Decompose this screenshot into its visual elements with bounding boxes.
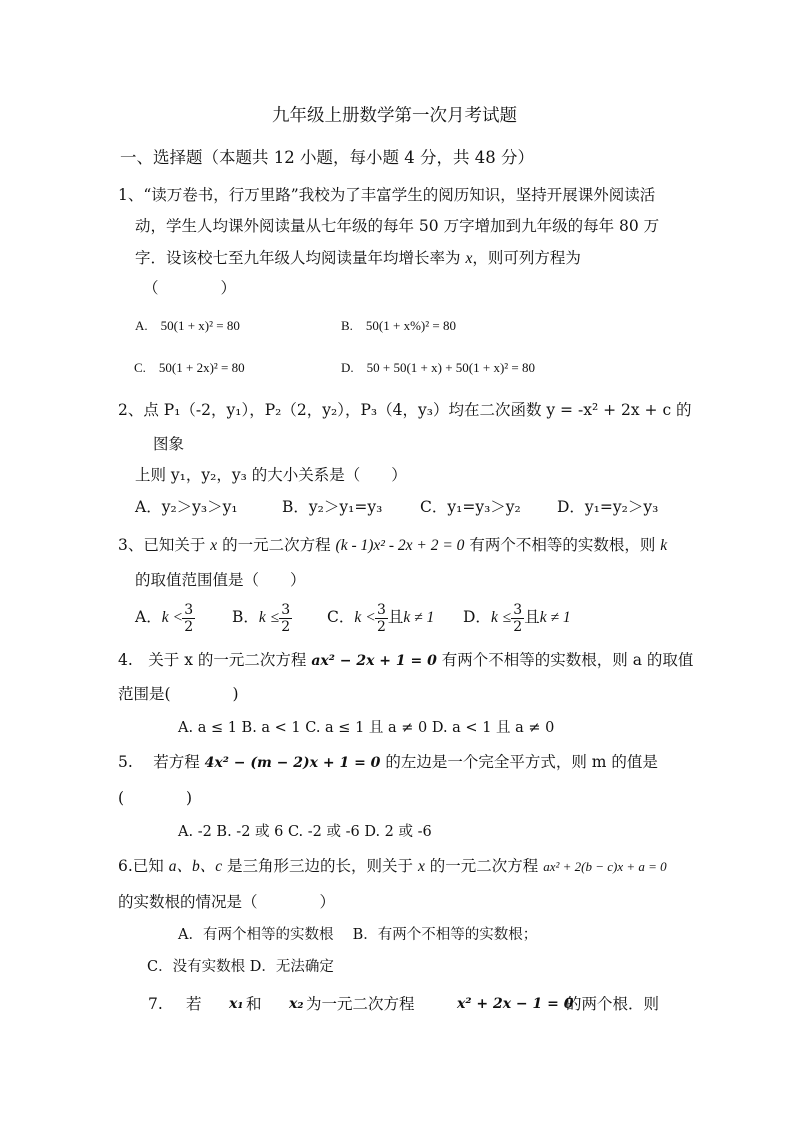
q6-line-2: 的实数根的情况是（ ） [118,893,336,911]
q1-option-a: A. 50(1 + x)² = 80 [135,318,240,333]
q1-line-1: 1、“读万卷书，行万里路”我校为了丰富学生的阅历知识，坚持开展课外阅读活 [118,186,656,204]
q1-option-d: D. 50 + 50(1 + x) + 50(1 + x)² = 80 [341,360,536,375]
q4-equation: ax² − 2x + 1 = 0 [311,653,437,669]
q5-line-2: ( ) [118,789,193,807]
q2-line-1: 2、点 P₁（-2，y₁），P₂（2，y₂），P₃（4，y₃）均在二次函数 y = -x² + 2x + c 的 [118,401,692,419]
q3-line-1: 3、已知关于 x 的一元二次方程 (k - 1)x² - 2x + 2 = 0 有两个不相等的实数根，则 k [118,536,668,554]
q3-option-a: A．k < $\frac{3}{2}$ [135,601,194,635]
page-title: 九年级上册数学第一次月考试题 [272,106,517,126]
q7-number: 7. [148,995,163,1013]
q2-line-2: 图象 [153,435,185,453]
q3-option-d: D．k ≤ $\frac{3}{2}$ 且k ≠ 1 [463,601,571,635]
q1-line-2: 动，学生人均课外阅读量从七年级的每年 50 万字增加到九年级的每年 80 万 [135,217,660,235]
q5-line-1: 5. 若方程 4x² − (m − 2)x + 1 = 0 的左边是一个完全平方式，则 m 的值是 [118,753,658,771]
q4-options: A. a ≤ 1 B. a < 1 C. a ≤ 1 且 a ≠ 0 D. a < 1 且 a ≠ 0 [178,720,555,736]
q6-options-ab: A．有两个相等的实数根 B．有两个不相等的实数根； [178,927,538,943]
q7-x2: x₂ [289,996,304,1012]
q7-equation: x² + 2x − 1 = 0 [457,996,574,1012]
q1-answer-blank: （ ） [143,279,237,297]
q7-x1: x₁ [229,996,244,1012]
q2-line-3: 上则 y₁，y₂，y₃ 的大小关系是（ ） [135,466,407,484]
q4-line-1: 4. 关于 x 的一元二次方程 ax² − 2x + 1 = 0 有两个不相等的实数根，则 a 的取值 [118,651,694,669]
q2-option-a: A．y₂＞y₃＞y₁ [135,498,238,516]
variable-x: x [465,250,473,267]
q3-option-b: B．k ≤ $\frac{3}{2}$ [232,601,291,635]
q6-options-cd: C．没有实数根 D．无法确定 [147,959,334,975]
q2-option-c: C．y₁=y₃＞y₂ [420,498,521,516]
q3-option-c: C．k < $\frac{3}{2}$ 且k ≠ 1 [327,601,435,635]
q5-options: A. -2 B. -2 或 6 C. -2 或 -6 D. 2 或 -6 [178,824,432,840]
q3-line-2: 的取值范围值是（ ） [135,571,306,589]
q5-equation: 4x² − (m − 2)x + 1 = 0 [204,755,381,771]
q2-option-b: B．y₂＞y₁=y₃ [282,498,383,516]
q3-equation: (k - 1)x² - 2x + 2 = 0 [335,537,465,554]
q1-option-c: C. 50(1 + 2x)² = 80 [134,360,245,375]
q6-equation: ax² + 2(b − c)x + a = 0 [543,859,667,874]
section-heading: 一、选择题（本题共 12 小题，每小题 4 分，共 48 分） [120,148,534,167]
q2-option-d: D．y₁=y₂＞y₃ [557,498,659,516]
q1-option-b: B. 50(1 + x%)² = 80 [341,318,456,333]
q1-line-3: 字．设该校七至九年级人均阅读量年均增长率为 x，则可列方程为 [135,249,581,267]
q4-line-2: 范围是( ) [118,685,239,703]
q6-line-1: 6.已知 a、b、c 是三角形三边的长，则关于 x 的一元二次方程 ax² + 2(b − c)x + a = 0 [118,857,667,875]
